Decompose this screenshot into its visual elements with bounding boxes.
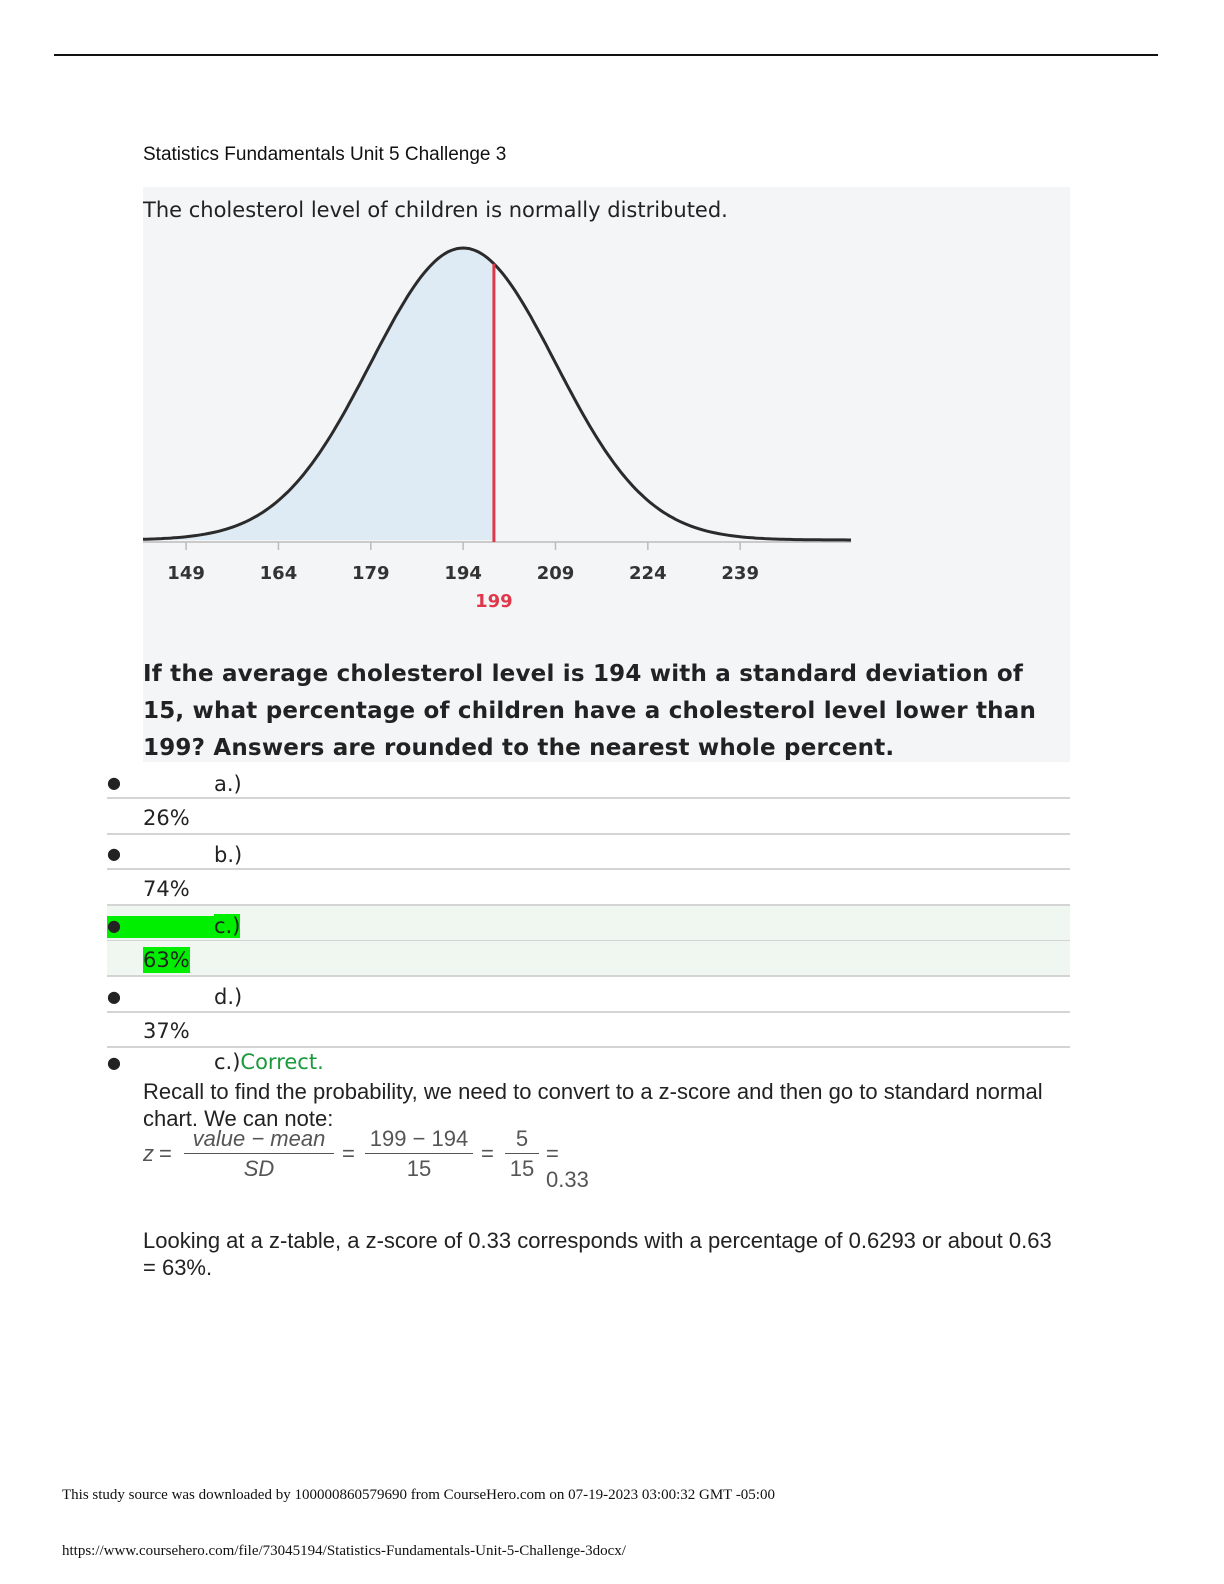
shaded-area xyxy=(143,248,494,540)
formula-fraction-3 xyxy=(505,1125,539,1184)
option-c-highlight xyxy=(107,916,215,938)
option-a-value[interactable]: 26% xyxy=(143,806,190,830)
formula-fraction-3-numerator: 5 xyxy=(505,1125,539,1154)
formula-eq-1: = xyxy=(159,1141,172,1166)
formula-eq-3: = xyxy=(481,1141,494,1166)
formula-fraction-1-numerator: value − mean xyxy=(184,1125,334,1154)
answer-bullet: ● xyxy=(107,1053,121,1072)
marker-label: 199 xyxy=(475,591,513,612)
option-b-value[interactable]: 74% xyxy=(143,877,190,901)
normal-distribution-chart xyxy=(143,235,863,620)
formula-eq-2: = xyxy=(342,1141,355,1166)
download-note: This study source was downloaded by 100000860579690 from CourseHero.com on 07-19-2023 03:00:32 GMT -05:00 xyxy=(62,1487,775,1503)
option-c-letter-row[interactable] xyxy=(107,906,1070,942)
option-c-value[interactable]: 63% xyxy=(143,948,190,972)
x-tick-label-149: 149 xyxy=(167,563,205,584)
problem-intro: The cholesterol level of children is normally distributed. xyxy=(143,198,728,222)
x-tick-label-209: 209 xyxy=(536,563,575,584)
x-tick-label-224: 224 xyxy=(629,563,667,584)
source-url[interactable]: https://www.coursehero.com/file/73045194/Statistics-Fundamentals-Unit-5-Challenge-3docx/ xyxy=(62,1543,626,1559)
x-tick-label-239: 239 xyxy=(721,563,759,584)
x-tick-label-179: 179 xyxy=(352,563,390,584)
option-b-bullet: ● xyxy=(107,844,121,863)
option-d-bullet: ● xyxy=(107,987,121,1006)
formula-fraction-2-denominator: 15 xyxy=(406,1156,432,1181)
option-d-letter-row[interactable] xyxy=(107,977,1070,1013)
answer-line xyxy=(214,1050,324,1074)
conclusion-text: Looking at a z-table, a z-score of 0.33 corresponds with a percentage of 0.6293 or about 0.63 = 63%. xyxy=(143,1228,1052,1280)
question-text: If the average cholesterol level is 194 with a standard deviation of 15, what percentage of children have a cholesterol level lower than 199? Answers are rounded to the nearest whole percent. xyxy=(143,661,1037,761)
answer-letter: c.) xyxy=(214,1050,241,1074)
formula-fraction-1-denominator: SD xyxy=(243,1156,275,1181)
option-c-value-row[interactable] xyxy=(107,941,1070,977)
formula-z: z xyxy=(143,1141,154,1166)
option-d-letter[interactable]: d.) xyxy=(214,985,243,1009)
option-d-value-row[interactable] xyxy=(107,1012,1070,1048)
option-b-value-row[interactable] xyxy=(107,870,1070,906)
formula-fraction-2 xyxy=(365,1125,473,1184)
x-tick-label-164: 164 xyxy=(259,563,298,584)
option-a-letter[interactable]: a.) xyxy=(214,772,242,796)
formula-result: = 0.33 xyxy=(546,1141,589,1192)
formula-fraction-1 xyxy=(184,1125,334,1184)
option-b-letter[interactable]: b.) xyxy=(214,843,243,867)
formula-fraction-2-numerator: 199 − 194 xyxy=(365,1125,473,1154)
x-tick-label-194: 194 xyxy=(444,563,482,584)
option-a-bullet: ● xyxy=(107,773,121,792)
formula-fraction-3-denominator: 15 xyxy=(509,1156,535,1181)
option-d-value[interactable]: 37% xyxy=(143,1019,190,1043)
option-b-letter-row[interactable] xyxy=(107,834,1070,870)
normal-curve xyxy=(143,248,851,540)
option-a-letter-row[interactable] xyxy=(107,763,1070,799)
option-c-letter[interactable]: c.) xyxy=(214,914,241,938)
correct-status: Correct. xyxy=(240,1050,324,1074)
top-rule xyxy=(54,54,1158,56)
option-c-bullet: ● xyxy=(107,916,121,935)
document-title: Statistics Fundamentals Unit 5 Challenge 3 xyxy=(143,144,507,165)
explanation-text: Recall to find the probability, we need to convert to a z-score and then go to standard normal chart. We can note: xyxy=(143,1079,1043,1131)
option-a-value-row[interactable] xyxy=(107,799,1070,835)
